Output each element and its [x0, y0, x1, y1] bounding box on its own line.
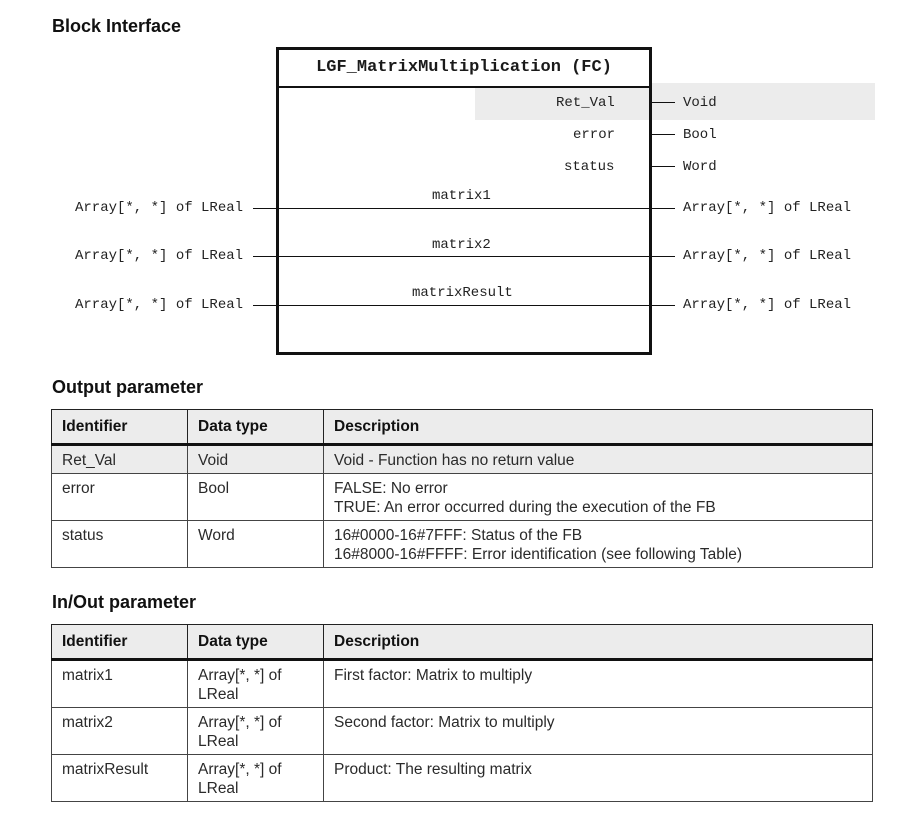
block-interface-heading: Block Interface — [52, 16, 182, 36]
table-row — [52, 708, 873, 755]
header-data-type: Data type — [188, 625, 324, 660]
desc-line: TRUE: An error occurred during the execution of the FB — [334, 499, 716, 516]
cell-identifier: Ret_Val — [52, 445, 188, 474]
inout-left-type: Array[*, *] of LReal — [75, 248, 244, 264]
pin-ret-val-type: Void — [683, 95, 717, 111]
cell-description: Second factor: Matrix to multiply — [324, 708, 873, 755]
pin-matrixresult: matrixResult — [412, 285, 513, 301]
cell-identifier: matrix2 — [52, 708, 188, 755]
cell-identifier: matrix1 — [52, 660, 188, 708]
pin-status-type: Word — [683, 159, 717, 175]
inout-line-matrix2 — [253, 256, 675, 257]
cell-description — [324, 445, 873, 474]
inout-left-type: Array[*, *] of LReal — [75, 297, 244, 313]
desc-line: 16#0000-16#7FFF: Status of the FB — [334, 527, 583, 544]
type-line: LReal — [198, 733, 239, 750]
cell-data-type — [188, 660, 324, 708]
header-description: Description — [324, 410, 873, 445]
header-identifier: Identifier — [52, 410, 188, 445]
inout-parameter-heading: In/Out parameter — [52, 592, 197, 612]
header-data-type: Data type — [188, 410, 324, 445]
type-line: Array[*, *] of — [198, 667, 282, 684]
desc-line: 16#8000-16#FFFF: Error identification (see following Table) — [334, 546, 743, 563]
cell-data-type: Void — [188, 445, 324, 474]
inout-left-type: Array[*, *] of LReal — [75, 200, 244, 216]
inout-right-type: Array[*, *] of LReal — [683, 248, 852, 264]
cell-data-type: Word — [188, 521, 324, 568]
cell-data-type — [188, 708, 324, 755]
cell-identifier: status — [52, 521, 188, 568]
cell-data-type — [188, 755, 324, 802]
pin-matrix1: matrix1 — [432, 188, 491, 204]
output-parameter-table — [51, 409, 873, 568]
table-row — [52, 445, 873, 474]
pin-ret-val: Ret_Val — [556, 95, 615, 111]
type-line: Array[*, *] of — [198, 714, 282, 731]
cell-description — [324, 474, 873, 521]
type-line: LReal — [198, 686, 239, 703]
type-line: Array[*, *] of — [198, 761, 282, 778]
table-row — [52, 755, 873, 802]
pin-line — [651, 134, 675, 135]
block-title: LGF_MatrixMultiplication (FC) — [279, 50, 649, 88]
pin-line — [651, 102, 675, 103]
pin-error-type: Bool — [683, 127, 717, 143]
inout-parameter-table — [51, 624, 873, 802]
table-row — [52, 474, 873, 521]
cell-data-type: Bool — [188, 474, 324, 521]
cell-description — [324, 521, 873, 568]
pin-status: status — [564, 159, 615, 175]
header-description: Description — [324, 625, 873, 660]
inout-right-type: Array[*, *] of LReal — [683, 200, 852, 216]
cell-identifier: matrixResult — [52, 755, 188, 802]
inout-line-matrix1 — [253, 208, 675, 209]
table-row — [52, 660, 873, 708]
desc-line: Void - Function has no return value — [334, 452, 575, 469]
header-identifier: Identifier — [52, 625, 188, 660]
type-line: LReal — [198, 780, 239, 797]
inout-line-matrixresult — [253, 305, 675, 306]
inout-right-type: Array[*, *] of LReal — [683, 297, 852, 313]
cell-identifier: error — [52, 474, 188, 521]
cell-description: Product: The resulting matrix — [324, 755, 873, 802]
table-row — [52, 521, 873, 568]
pin-matrix2: matrix2 — [432, 237, 491, 253]
output-parameter-heading: Output parameter — [52, 377, 204, 397]
desc-line: FALSE: No error — [334, 480, 448, 497]
pin-line — [651, 166, 675, 167]
cell-description: First factor: Matrix to multiply — [324, 660, 873, 708]
pin-error: error — [573, 127, 616, 143]
